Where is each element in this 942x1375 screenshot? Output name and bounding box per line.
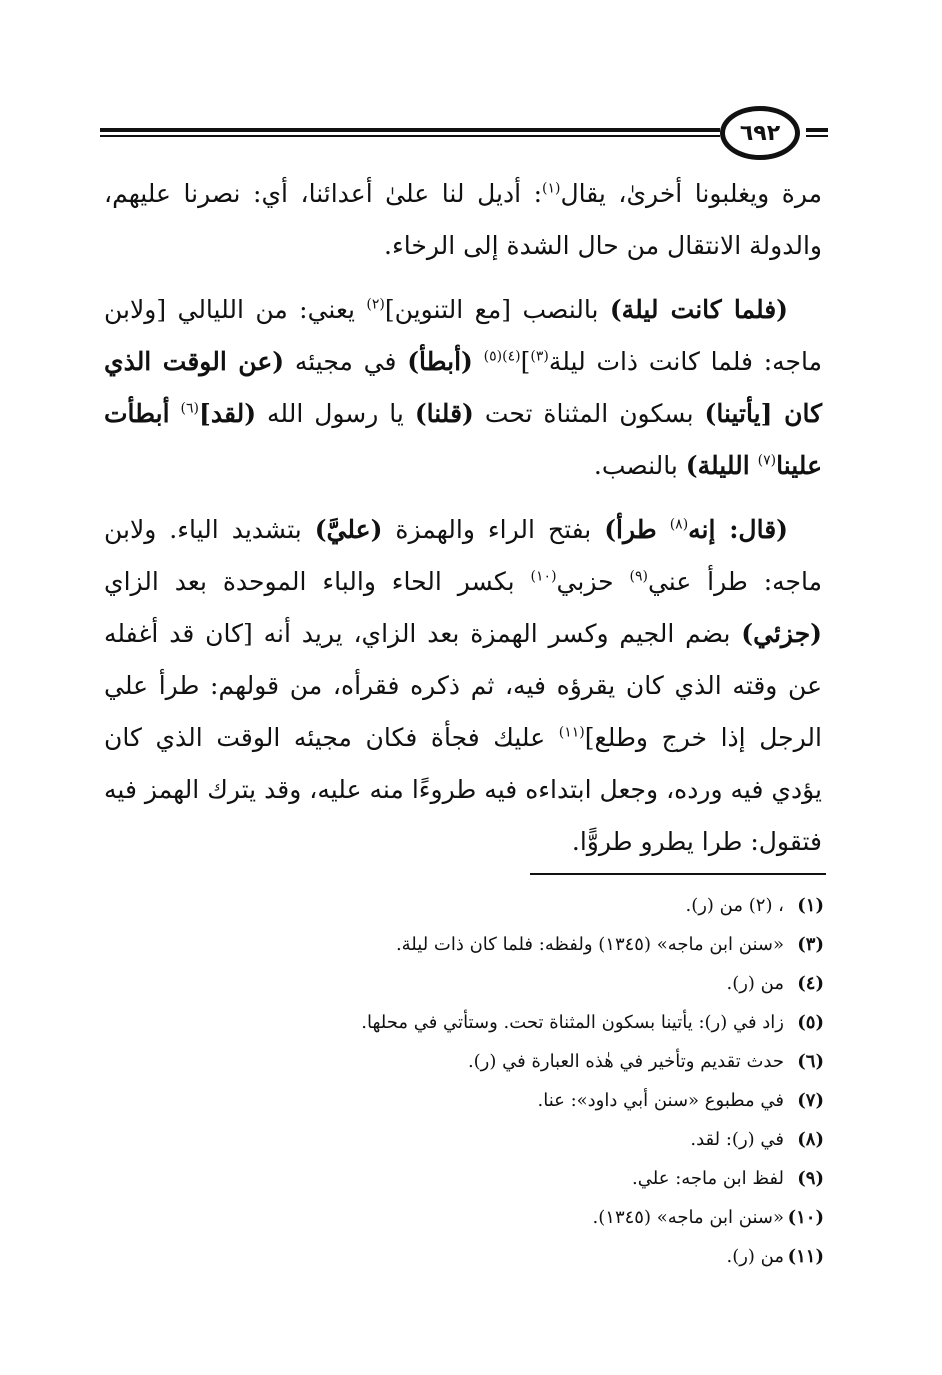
commentary-text	[473, 347, 484, 376]
footnote-marker: (٢)	[366, 296, 385, 313]
paragraph	[104, 504, 822, 868]
footnote-item	[250, 1237, 824, 1276]
header-rule-thick	[100, 128, 720, 132]
commentary-text: بالنصب.	[593, 451, 686, 480]
footnote-item	[250, 1081, 824, 1120]
paragraph	[104, 284, 822, 492]
footnote-text: في (ر): لقد.	[690, 1129, 784, 1150]
footnote-text: «سنن ابن ماجه» (١٣٤٥).	[592, 1207, 784, 1228]
footnote-text: من (ر).	[726, 973, 784, 994]
quoted-text: أبطأت علينا	[104, 399, 822, 480]
footnote-item	[250, 1120, 824, 1159]
quoted-text: (قلنا)	[414, 399, 474, 428]
footnote-item	[250, 886, 824, 925]
footnote-text: حدث تقديم وتأخير في هٰذه العبارة في (ر).	[467, 1051, 784, 1072]
quoted-text: (أبطأ)	[407, 347, 473, 376]
quoted-text: طرأ)	[604, 515, 657, 544]
footnote-marker: (٤)(٥)	[483, 348, 521, 365]
footnote-number: (٧)	[797, 1090, 824, 1111]
commentary-text: بالنصب [مع التنوين]	[384, 295, 610, 324]
footnote-item	[250, 1198, 824, 1237]
commentary-text: بفتح الراء والهمزة	[382, 515, 605, 544]
commentary-text: عليك فجأة فكان مجيئه الوقت الذي كان يؤدي فيه ورده، وجعل ابتداءه فيه طروءًا منه عليه، وقد يترك الهمز فيه فتقول: طرا يطرو طروًّا.	[104, 723, 822, 856]
footnote-item	[250, 1159, 824, 1198]
footnote-number: (٤)	[797, 973, 824, 994]
commentary-text: يعني: من الليالي [ولابن ماجه: فلما كانت ذات ليلة	[104, 295, 822, 376]
quoted-text: (فلما كانت ليلة)	[609, 295, 788, 324]
footnote-marker: (١١)	[558, 724, 585, 741]
commentary-text	[750, 451, 758, 480]
header-rule-right-thick	[806, 128, 828, 132]
footnote-item	[250, 1003, 824, 1042]
footnote-text: زاد في (ر): يأتينا بسكون المثناة تحت. وستأتي في محلها.	[361, 1012, 784, 1033]
footnote-text: من (ر).	[726, 1246, 784, 1267]
paragraph	[104, 168, 822, 272]
footnote-item	[250, 964, 824, 1003]
header-rule-thin	[100, 135, 720, 137]
quoted-text: (جزئي)	[741, 619, 822, 648]
page-number-badge	[720, 106, 800, 160]
footnote-item	[250, 925, 824, 964]
commentary-text: بضم الجيم وكسر الهمزة بعد الزاي، يريد أنه [كان قد أغفله عن وقته الذي كان يقرؤه فيه، ثم ذكره فقرأه، من قولهم: طرأ علي الرجل إذا خرج وطلع]	[104, 619, 822, 752]
commentary-text: مرة ويغلبونا أخرىٰ، يقال	[560, 179, 823, 208]
page-number: ٦٩٢	[739, 120, 781, 146]
commentary-text: في مجيئه	[284, 347, 408, 376]
footnotes-list	[250, 886, 824, 1276]
quoted-text: الليلة)	[685, 451, 750, 480]
footnote-text: «سنن ابن ماجه» (١٣٤٥) ولفظه: فلما كان ذات ليلة.	[395, 934, 784, 955]
commentary-text	[657, 515, 670, 544]
main-text	[104, 168, 822, 880]
footnote-marker: (٨)	[669, 516, 689, 533]
footnote-marker: (٦)	[180, 400, 200, 417]
commentary-text: بسكون المثناة تحت	[473, 399, 705, 428]
footnote-number: (١)	[797, 895, 824, 916]
footnote-marker: (٩)	[629, 568, 648, 585]
commentary-text: يا رسول الله	[256, 399, 415, 428]
page-header	[100, 104, 828, 160]
quoted-text: (عن الوقت الذي كان [يأتينا)	[104, 347, 822, 428]
footnote-number: (٨)	[797, 1129, 824, 1150]
footnote-number: (٣)	[797, 934, 824, 955]
footnote-text: في مطبوع «سنن أبي داود»: عنا.	[537, 1090, 784, 1111]
commentary-text: بكسر الحاء والباء الموحدة بعد الزاي	[104, 567, 531, 596]
footnote-item	[250, 1042, 824, 1081]
footnote-number: (٦)	[797, 1051, 824, 1072]
footnote-marker: (٧)	[757, 452, 777, 469]
footnote-marker: (١٠)	[530, 568, 557, 585]
footnote-number: (١١)	[787, 1246, 824, 1267]
footnote-number: (١٠)	[787, 1207, 824, 1228]
commentary-text: : أديل لنا علىٰ أعدائنا، أي: نصرنا عليهم، والدولة الانتقال من حال الشدة إلى الرخاء.	[104, 179, 822, 260]
footnote-marker: (١)	[542, 180, 561, 197]
commentary-text	[170, 399, 181, 428]
commentary-text: حزبي	[556, 567, 630, 596]
footnote-number: (٩)	[797, 1168, 824, 1189]
quoted-text: (قال: إنه	[688, 515, 788, 544]
quoted-text: (عليَّ)	[314, 515, 383, 544]
footnote-text: لفظ ابن ماجه: علي.	[632, 1168, 784, 1189]
footnote-separator	[530, 873, 826, 875]
footnote-text: ، (٢) من (ر).	[685, 895, 784, 916]
commentary-text: بتشديد الياء. ولابن ماجه: طرأ عني	[104, 515, 822, 596]
header-rule-right-thin	[806, 135, 828, 137]
quoted-text: (لقد]	[199, 399, 257, 428]
commentary-text: ]	[520, 347, 531, 376]
footnote-marker: (٣)	[530, 348, 549, 365]
footnote-number: (٥)	[797, 1012, 824, 1033]
